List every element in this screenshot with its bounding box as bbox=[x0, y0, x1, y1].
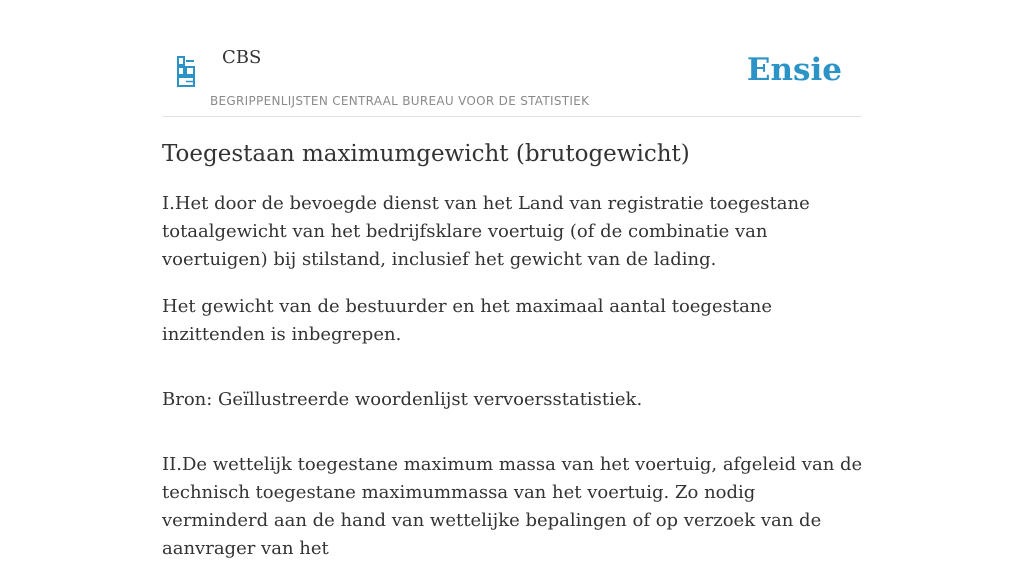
cbs-logo-icon[interactable] bbox=[176, 56, 198, 88]
definition-paragraph: Het gewicht van de bestuurder en het maximaal aantal toegestane inzittenden is inbegrepen. bbox=[162, 296, 773, 345]
definition-paragraph: I.Het door de bevoegde dienst van het Land van registratie toegestane totaalgewicht van het bedrijfsklare voertuig (of de combinatie van voertuigen) bij stilstand, inclusief het gewicht van de lading. bbox=[162, 193, 810, 270]
site-header bbox=[162, 0, 862, 117]
source-paragraph: Bron: Geïllustreerde woordenlijst vervoersstatistiek. bbox=[162, 389, 643, 410]
term-title: Toegestaan maximumgewicht (brutogewicht) bbox=[162, 141, 690, 167]
definition-paragraph: II.De wettelijk toegestane maximum massa van het voertuig, afgeleid van de technisch toegestane maximummassa van het voertuig. Zo nodig verminderd aan de hand van wettelijke bepalingen of op verzoek van de aanvrager van het bbox=[162, 454, 863, 559]
brand-logo[interactable]: Ensie bbox=[746, 52, 842, 88]
org-subtitle: BEGRIPPENLIJSTEN CENTRAAL BUREAU VOOR DE STATISTIEK bbox=[210, 94, 590, 108]
org-name[interactable]: CBS bbox=[222, 47, 262, 68]
term-content bbox=[162, 138, 866, 582]
